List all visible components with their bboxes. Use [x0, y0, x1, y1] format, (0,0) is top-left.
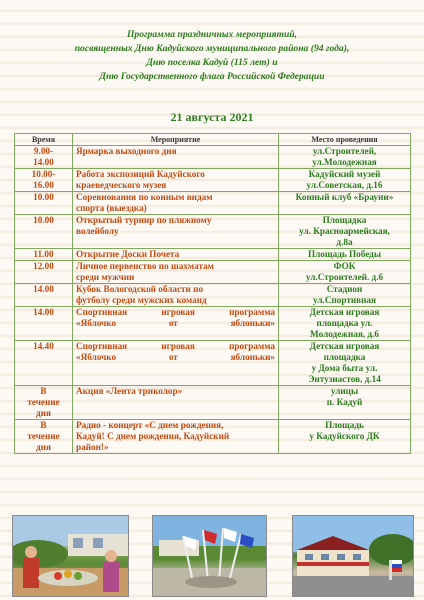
event-cell-line: Радио - концерт «С днем рождения, [76, 420, 224, 430]
time-cell-line: дня [36, 408, 51, 418]
column-header-event: Мероприятие [73, 134, 279, 146]
schedule-body [15, 146, 411, 454]
event-cell-line: Работа экспозиций Кадуйского [76, 169, 205, 179]
event-cell [73, 261, 279, 284]
flags-monument-photo [152, 515, 267, 597]
place-cell-line: д.8а [336, 237, 353, 247]
event-cell [73, 284, 279, 307]
place-cell [279, 284, 411, 307]
header-line-4: Дню Государственного флага Российской Федерации [99, 71, 325, 82]
time-cell [15, 215, 73, 249]
time-cell-line: 10.00 [33, 192, 54, 202]
place-cell-line: Стадион [326, 284, 363, 294]
time-cell-line: 14.00 [33, 157, 54, 167]
event-cell-line: спорта (выездка) [76, 203, 147, 213]
place-cell [279, 169, 411, 192]
schedule-row [15, 420, 411, 454]
place-cell [279, 386, 411, 420]
schedule-header-row [15, 134, 411, 146]
place-cell-line: Конный клуб «Брауни» [295, 192, 394, 202]
time-cell [15, 341, 73, 386]
time-cell [15, 192, 73, 215]
event-cell-line: «Яблочко от яблоньки» [76, 318, 275, 328]
schedule-row [15, 341, 411, 386]
event-cell-line: Спортивная игровая программа [76, 307, 275, 317]
schedule-table [14, 133, 411, 454]
photo-strip [0, 515, 424, 597]
place-cell-line: ул.Спортивная [313, 295, 376, 305]
schedule-row [15, 249, 411, 261]
time-cell [15, 420, 73, 454]
event-cell-line: футболу среди мужских команд [76, 295, 207, 305]
event-cell [73, 249, 279, 261]
event-cell [73, 146, 279, 169]
event-cell-line: Кубок Вологодской области по [76, 284, 204, 294]
time-cell [15, 249, 73, 261]
schedule-row [15, 169, 411, 192]
time-cell [15, 169, 73, 192]
fair-photo [12, 515, 129, 597]
place-cell-line: Площадь Победы [307, 249, 382, 259]
place-cell [279, 215, 411, 249]
time-cell [15, 307, 73, 341]
place-cell-line: площадка [323, 352, 366, 362]
place-cell [279, 249, 411, 261]
place-cell-line: ул.Советская, д.16 [306, 180, 383, 190]
place-cell-line: улицы [330, 386, 359, 396]
column-header-time: Время [15, 134, 73, 146]
event-cell-line: Акция «Лента триколор» [76, 386, 183, 396]
place-cell-line: ул.Строителей. д.6 [305, 272, 384, 282]
place-cell-line: ул. Красноармейская, [299, 226, 390, 236]
header-line-2: посвященных Дню Кадуйского муниципального района (94 года), [74, 43, 350, 54]
column-header-place: Место проведения [279, 134, 411, 146]
time-cell-line: 10.00 [33, 215, 54, 225]
schedule-row [15, 192, 411, 215]
time-cell-line: 14.00 [33, 284, 54, 294]
time-cell-line: 9.00- [33, 146, 54, 156]
event-cell-line: среди мужчин [76, 272, 135, 282]
time-cell-line: В [40, 420, 47, 430]
place-cell-line: Площадь [325, 420, 364, 430]
event-date: 21 августа 2021 [170, 110, 254, 124]
event-cell [73, 307, 279, 341]
event-cell-line: Ярмарка выходного дня [76, 146, 177, 156]
time-cell [15, 261, 73, 284]
place-cell [279, 307, 411, 341]
event-cell-line: район!» [76, 442, 109, 452]
place-cell-line: ул.Строителей, [312, 146, 377, 156]
event-cell-line: волейболу [76, 226, 119, 236]
schedule-row [15, 261, 411, 284]
event-cell-line: Спортивная игровая программа [76, 341, 275, 351]
event-cell [73, 420, 279, 454]
place-cell [279, 341, 411, 386]
place-cell-line: Площадка [322, 215, 367, 225]
event-cell-line: Открытие Доски Почета [76, 249, 180, 259]
event-cell [73, 341, 279, 386]
event-cell-line: Кадуй! С днем рождения, Кадуйский [76, 431, 230, 441]
schedule-row [15, 146, 411, 169]
schedule-row [15, 386, 411, 420]
time-cell-line: 12.00 [33, 261, 54, 271]
place-cell [279, 261, 411, 284]
time-cell-line: В [40, 386, 47, 396]
program-header [40, 28, 384, 84]
time-cell-line: дня [36, 442, 51, 452]
place-cell-line: ФОК [333, 261, 356, 271]
event-cell-line: «Яблочко от яблоньки» [76, 352, 275, 362]
time-cell-line: 10.00- [31, 169, 56, 179]
flags-monument-photo-icon [153, 516, 266, 596]
place-cell-line: п. Кадуй [326, 397, 363, 407]
fair-photo-icon [13, 516, 128, 596]
time-cell [15, 284, 73, 307]
time-cell-line: 14.40 [33, 341, 54, 351]
schedule-row [15, 284, 411, 307]
time-cell-line: 14.00 [33, 307, 54, 317]
schedule-row [15, 307, 411, 341]
event-cell-line: Личное первенство по шахматам [76, 261, 214, 271]
time-cell-line: 16.00 [33, 180, 54, 190]
event-cell [73, 386, 279, 420]
place-cell [279, 146, 411, 169]
place-cell-line: Энтузиастов, д.14 [308, 374, 381, 384]
place-cell-line: Кадуйский музей [308, 169, 381, 179]
time-cell-line: течение [27, 397, 60, 407]
event-cell [73, 192, 279, 215]
time-cell [15, 146, 73, 169]
time-cell-line: течение [27, 431, 60, 441]
event-cell [73, 169, 279, 192]
time-cell [15, 386, 73, 420]
header-line-3: Дню поселка Кадуй (115 лет) и [146, 57, 278, 68]
event-cell [73, 215, 279, 249]
header-line-1: Программа праздничных мероприятий, [126, 29, 298, 40]
place-cell [279, 420, 411, 454]
place-cell-line: у Дома быта ул. [311, 363, 378, 373]
building-photo-icon [293, 516, 413, 596]
place-cell-line: ул.Молодежная [312, 157, 377, 167]
place-cell-line: Молодежная, д.6 [310, 329, 379, 339]
place-cell [279, 192, 411, 215]
event-cell-line: Соревнования по конным видам [76, 192, 213, 202]
place-cell-line: Детская игровая [309, 307, 380, 317]
schedule-row [15, 215, 411, 249]
event-cell-line: Открытый турнир по пляжному [76, 215, 212, 225]
place-cell-line: Детская игровая [309, 341, 380, 351]
event-cell-line: краеведческого музея [76, 180, 167, 190]
place-cell-line: у Кадуйского ДК [309, 431, 380, 441]
building-photo [292, 515, 414, 597]
time-cell-line: 11.00 [33, 249, 54, 259]
place-cell-line: площадка ул. [316, 318, 373, 328]
